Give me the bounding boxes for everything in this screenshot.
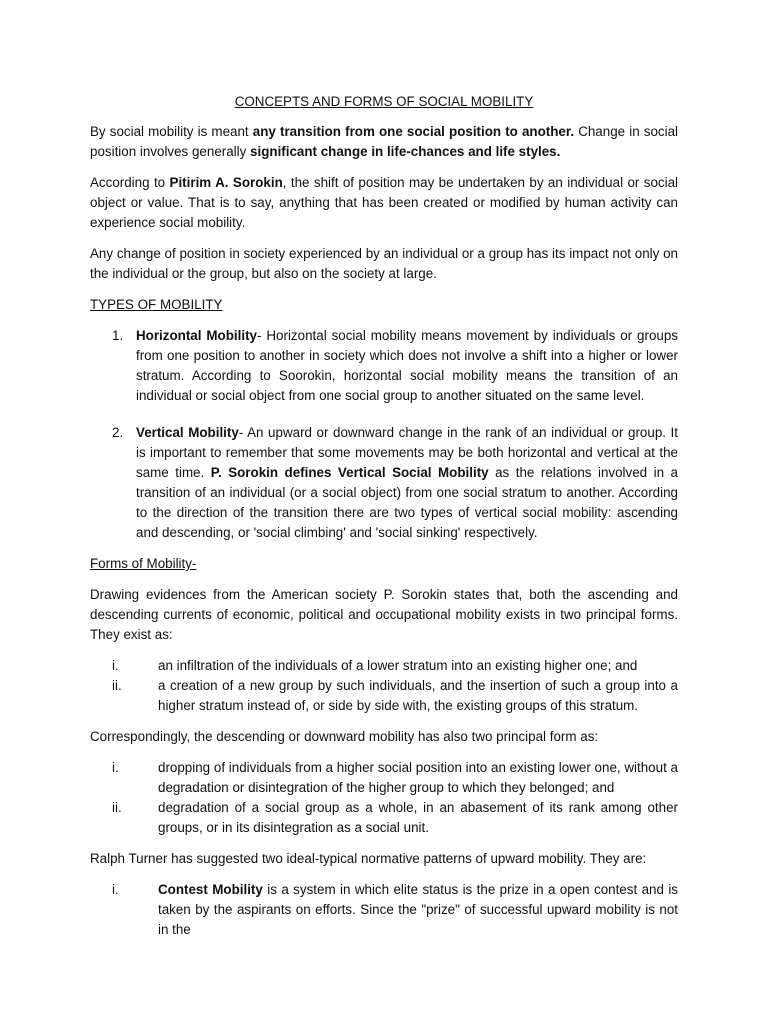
list-marker: 1. [112, 328, 124, 343]
sorokin-name: Pitirim A. Sorokin [169, 175, 283, 190]
ascending-forms-list [90, 656, 678, 716]
sorokin-text-2: , the shift of position may be undertaken by an individual or social object or value. That is to say, anything that has been created or modified by human activity can experience social mobility. [90, 175, 678, 230]
list-item [90, 676, 678, 716]
list-item-horizontal [90, 326, 678, 406]
document-body [90, 92, 678, 951]
horizontal-text: - Horizontal social mobility means movement by individuals or groups from one position to another in society which does not involve a shift into a higher or lower stratum. According to Soorokin, horizontal social mobility means the transition of an individual or social object from one social group to another situated on the same level. [136, 328, 679, 403]
vertical-text-1: - An upward or downward change in the rank of an individual or group. It is important to remember that some movements may be both horizontal and vertical at the same time. [136, 425, 678, 480]
contest-mobility-term: Contest Mobility [158, 882, 263, 897]
contest-mobility-text: is a system in which elite status is the prize in a open contest and is taken by the aspirants on efforts. Since the "prize" of successful upward mobility is not in the [158, 882, 678, 937]
types-heading: TYPES OF MOBILITY [90, 297, 223, 312]
list-marker: i. [112, 760, 119, 775]
page-title: CONCEPTS AND FORMS OF SOCIAL MOBILITY [234, 94, 534, 109]
intro-paragraph [90, 122, 678, 162]
intro-text-1: By social mobility is meant [90, 124, 253, 139]
intro-bold-2: significant change in life-chances and life styles. [250, 144, 561, 159]
list-item-text: an infiltration of the individuals of a lower stratum into an existing higher one; and [158, 658, 638, 673]
list-marker: i. [112, 882, 119, 897]
list-marker: ii. [112, 800, 122, 815]
intro-text-2: Change in social position involves generally [90, 124, 679, 159]
vertical-text-2: as the relations involved in a transition of an individual (or a social object) from one social stratum to another. According to the direction of the transition there are two types of vertical social mobility: ascending and descending, or 'social climbing' and 'social sinking' respectively. [136, 465, 678, 540]
vertical-definition-bold: P. Sorokin defines Vertical Social Mobility [210, 465, 489, 480]
descending-forms-list [90, 758, 678, 838]
turner-list [90, 880, 678, 940]
forms-heading: Forms of Mobility- [90, 556, 197, 571]
impact-paragraph: Any change of position in society experienced by an individual or a group has its impact not only on the individual or the group, but also on the society at large. [90, 246, 678, 281]
horizontal-term: Horizontal Mobility [136, 328, 257, 343]
types-list [90, 326, 678, 543]
list-item-contest-mobility [90, 880, 678, 940]
list-item-text: a creation of a new group by such individuals, and the insertion of such a group into a higher stratum instead of, or side by side with, the existing groups of this stratum. [158, 678, 678, 713]
list-item [90, 656, 678, 676]
list-item [90, 798, 678, 838]
list-marker: ii. [112, 678, 122, 693]
intro-bold-1: any transition from one social position to another. [252, 124, 575, 139]
list-item-text: dropping of individuals from a higher social position into an existing lower one, without a degradation or disintegration of the higher group to which they belonged; and [158, 760, 678, 795]
list-item-vertical [90, 423, 678, 543]
sorokin-paragraph [90, 173, 678, 233]
list-item-text: degradation of a social group as a whole, in an abasement of its rank among other groups, or in its disintegration as a social unit. [158, 800, 678, 835]
list-marker: 2. [112, 425, 124, 440]
list-marker: i. [112, 658, 119, 673]
vertical-term: Vertical Mobility [136, 425, 239, 440]
turner-paragraph: Ralph Turner has suggested two ideal-typical normative patterns of upward mobility. They are: [90, 851, 647, 866]
list-item [90, 758, 678, 798]
sorokin-text-1: According to [90, 175, 170, 190]
descending-paragraph: Correspondingly, the descending or downward mobility has also two principal form as: [90, 729, 599, 744]
american-society-paragraph: Drawing evidences from the American society P. Sorokin states that, both the ascending and descending currents of economic, political and occupational mobility exists in two principal forms. They exist as: [90, 587, 678, 642]
